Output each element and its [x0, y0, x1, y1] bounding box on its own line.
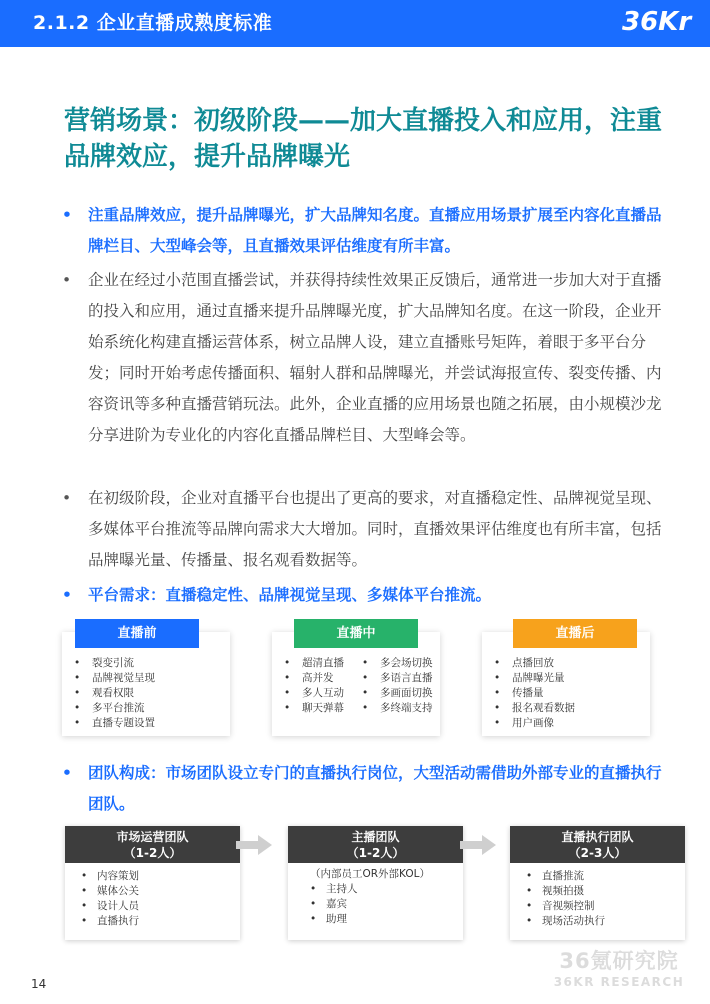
bullet-text: 平台需求：直播稳定性、品牌视觉呈现、多媒体平台推流。: [88, 586, 492, 604]
list-item: • 主持人: [310, 882, 430, 897]
team-head-marketing: [65, 826, 240, 863]
page-title: 营销场景：初级阶段——加大直播投入和应用，注重品牌效应，提升品牌曝光: [64, 106, 663, 172]
paragraph-platform-req: [62, 483, 662, 576]
list-item: • 报名观看数据: [494, 701, 575, 716]
list-item: • 多会场切换: [362, 656, 433, 671]
list-item: • 品牌视觉呈现: [74, 671, 155, 686]
team-list: [526, 869, 605, 929]
list-item: • 嘉宾: [310, 897, 430, 912]
list-item: • 设计人员: [81, 899, 139, 914]
list-item: • 超清直播: [284, 656, 344, 671]
list-item: • 观看权限: [74, 686, 155, 701]
list-item: • 多人互动: [284, 686, 344, 701]
team-size: （1-2人）: [123, 846, 182, 860]
watermark-en: 36KR RESEARCH: [553, 975, 685, 989]
bullet-text: 在初级阶段，企业对直播平台也提出了更高的要求，对直播稳定性、品牌视觉呈现、多媒体平台推流等品牌向需求大大增加。同时，直播效果评估维度也有所丰富，包括品牌曝光量、传播量、报名观看数据等。: [88, 489, 662, 569]
bullet-icon: •: [62, 764, 72, 782]
list-item: • 视频拍摄: [526, 884, 605, 899]
key-point-platform: [62, 580, 662, 611]
section-title: 2.1.2 企业直播成熟度标准: [33, 12, 273, 34]
bullet-icon: •: [62, 206, 72, 224]
team-name: 直播执行团队: [561, 830, 634, 844]
team-size: （2-3人）: [568, 846, 627, 860]
page-header: [0, 0, 710, 47]
stage-tab-during: 直播中: [294, 619, 418, 648]
stage-tab-after: 直播后: [513, 619, 637, 648]
list-item: • 品牌曝光量: [494, 671, 575, 686]
list-item: • 聊天弹幕: [284, 701, 344, 716]
list-item: • 传播量: [494, 686, 575, 701]
list-item: • 媒体公关: [81, 884, 139, 899]
watermark: [544, 945, 694, 989]
list-item: • 用户画像: [494, 716, 575, 731]
36kr-logo: [606, 0, 706, 47]
team-name: 主播团队: [351, 830, 400, 844]
stage-tab-before: 直播前: [75, 619, 199, 648]
bullet-text: 团队构成：市场团队设立专门的直播执行岗位，大型活动需借助外部专业的直播执行团队。: [88, 764, 662, 813]
arrow-right-icon: [236, 835, 272, 855]
bullet-text: 企业在经过小范围直播尝试，并获得持续性效果正反馈后，通常进一步加大对于直播的投入和应用，通过直播来提升品牌曝光度，扩大品牌知名度。在这一阶段，企业开始系统化构建直播运营体系，树立品牌人设，建立直播账号矩阵，着眼于多平台分发；同时开始考虑传播面积、辐射人群和品牌曝光，并尝试海报宣传、裂变传播、内容资讯等多种直播营销玩法。此外，企业直播的应用场景也随之拓展，由小规模沙龙分享进阶为专业化的内容化直播品牌栏目、大型峰会等。: [88, 271, 662, 444]
arrow-right-icon: [460, 835, 496, 855]
key-point-brand: [62, 200, 662, 262]
list-item: • 内容策划: [81, 869, 139, 884]
team-list: [81, 869, 139, 929]
list-item: • 助理: [310, 912, 430, 927]
team-head-host: [288, 826, 463, 863]
team-list: [310, 867, 430, 927]
team-name: 市场运营团队: [116, 830, 189, 844]
list-item: • 音视频控制: [526, 899, 605, 914]
list-item: • 多语言直播: [362, 671, 433, 686]
key-point-team: [62, 758, 662, 820]
list-item: • 直播执行: [81, 914, 139, 929]
paragraph-stage-desc: [62, 265, 662, 451]
list-item: • 直播推流: [526, 869, 605, 884]
list-item: • 裂变引流: [74, 656, 155, 671]
bullet-icon: •: [62, 489, 72, 507]
team-size: （1-2人）: [346, 846, 405, 860]
watermark-cn: 36氪研究院: [559, 949, 679, 973]
page-number: 14: [31, 977, 47, 991]
list-item: • 多平台推流: [74, 701, 155, 716]
list-item: • 现场活动执行: [526, 914, 605, 929]
team-note: （内部员工OR外部KOL）: [310, 868, 430, 880]
list-item: • 直播专题设置: [74, 716, 155, 731]
list-item: • 点播回放: [494, 656, 575, 671]
logo-text: 36Kr: [622, 7, 692, 37]
bullet-icon: •: [62, 586, 72, 604]
team-head-execution: [510, 826, 685, 863]
bullet-text: 注重品牌效应，提升品牌曝光，扩大品牌知名度。直播应用场景扩展至内容化直播品牌栏目、大型峰会等，且直播效果评估维度有所丰富。: [88, 206, 662, 255]
list-item: • 多画面切换: [362, 686, 433, 701]
list-item: • 多终端支持: [362, 701, 433, 716]
list-item: • 高并发: [284, 671, 344, 686]
bullet-icon: •: [62, 271, 72, 289]
